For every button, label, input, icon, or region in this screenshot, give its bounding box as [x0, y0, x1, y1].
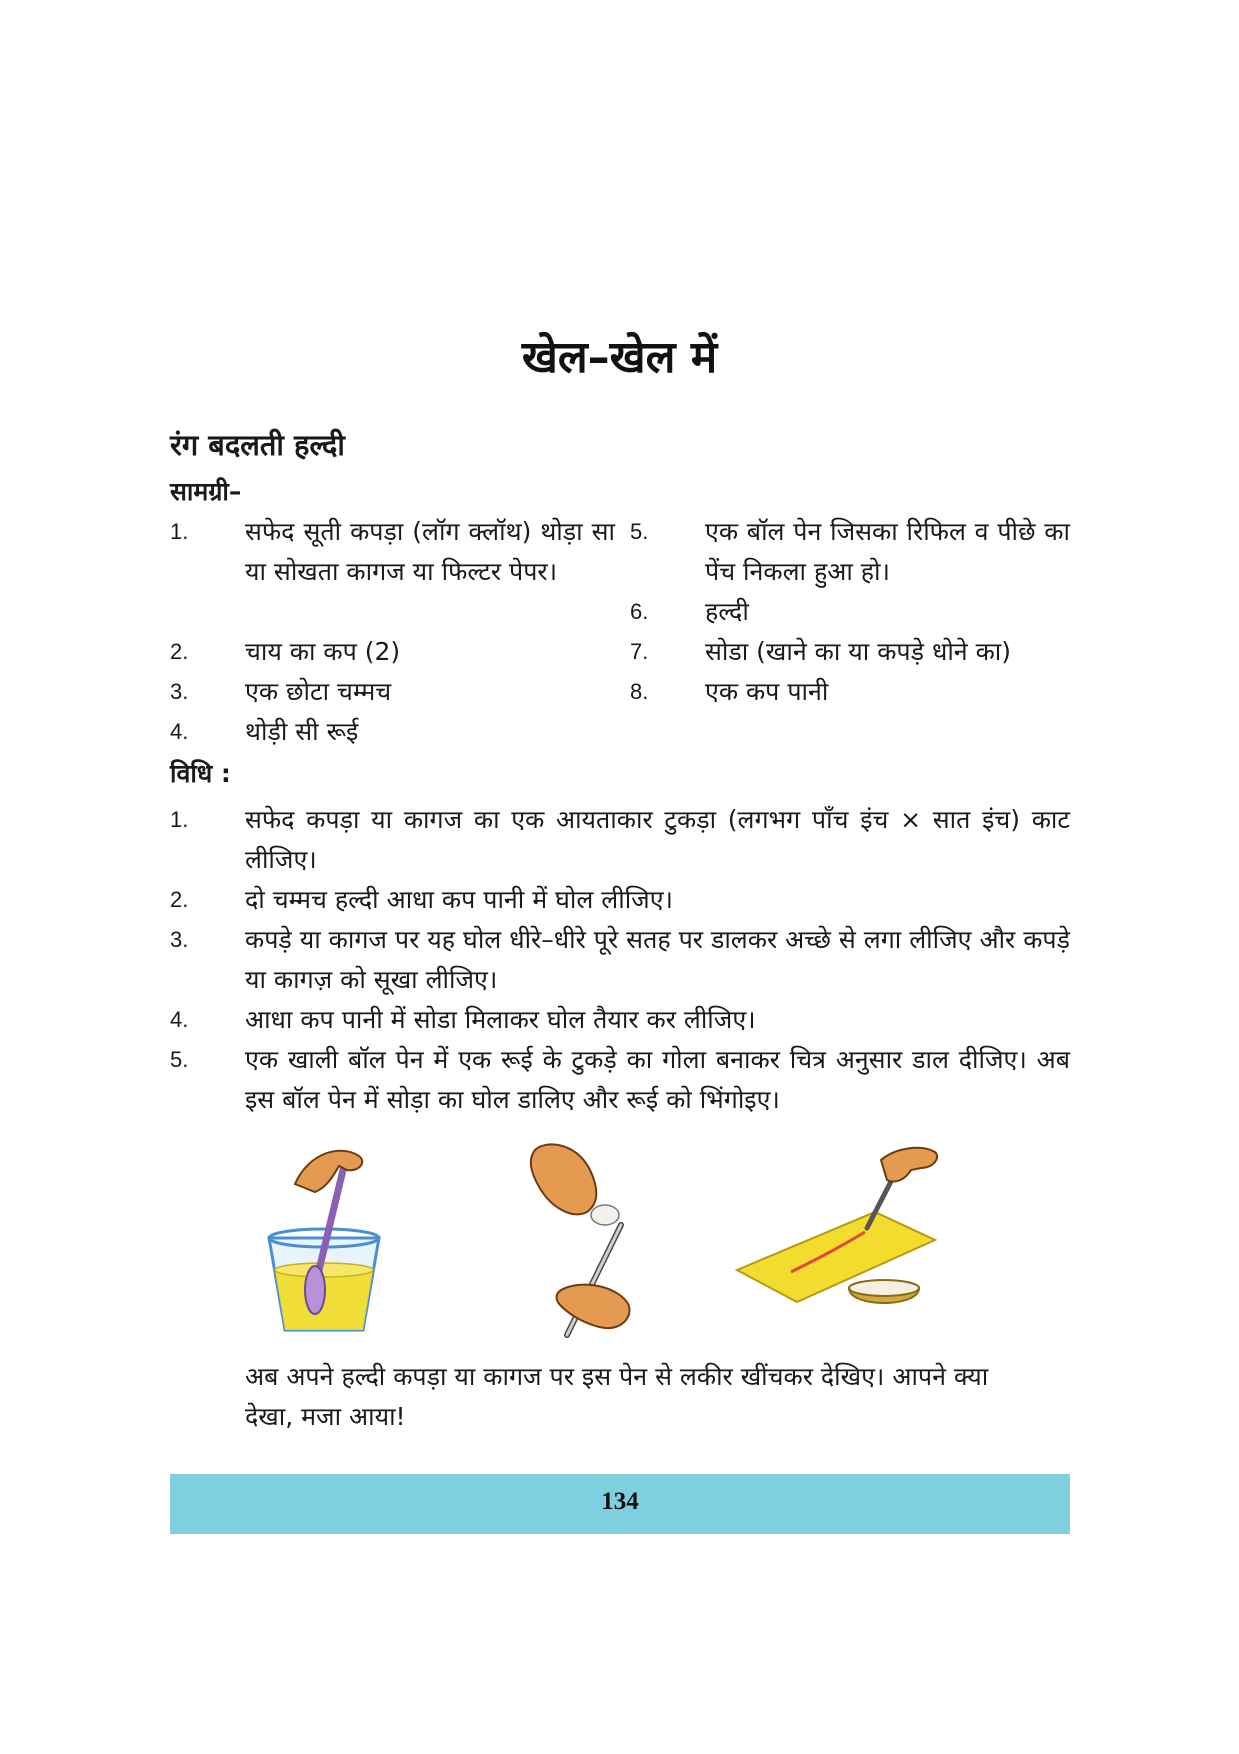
item-number: 3.: [170, 679, 189, 704]
materials-label: सामग्री–: [170, 477, 242, 506]
step-text: दो चम्मच हल्दी आधा कप पानी में घोल लीजिए।: [245, 885, 674, 914]
page-title: खेल–खेल में: [521, 332, 718, 383]
step-number: 2.: [170, 887, 189, 912]
section-title: रंग बदलती हल्दी: [170, 428, 345, 462]
list-item: [630, 672, 1070, 712]
item-number: 6.: [630, 599, 649, 624]
step-text: सफेद कपड़ा या कागज का एक आयताकार टुकड़ा (लगभग पाँच इंच × सात इंच) काट लीजिए।: [245, 805, 1070, 874]
step-number: 5.: [170, 1047, 189, 1072]
item-number: 7.: [630, 639, 649, 664]
list-item: [630, 512, 1070, 592]
list-item: [170, 1040, 1070, 1120]
step-text: कपड़े या कागज पर यह घोल धीरे–धीरे पूरे सतह पर डालकर अच्छे से लगा लीजिए और कपड़े या कागज़ को सूखा लीजिए।: [245, 925, 1070, 994]
step-text: एक खाली बॉल पेन में एक रूई के टुकड़े का गोला बनाकर चित्र अनुसार डाल दीजिए। अब इस बॉल पेन में सोड़ा का घोल डालिए और रूई को भिंगोइए।: [245, 1045, 1070, 1114]
list-item: [170, 672, 615, 712]
item-number: 5.: [630, 519, 649, 544]
list-item: [630, 632, 1070, 672]
method-label: विधि :: [170, 759, 231, 788]
item-number: 2.: [170, 639, 189, 664]
list-item: [170, 1000, 1070, 1040]
item-text: एक छोटा चम्मच: [245, 677, 392, 706]
cotton-pen-illustration: [505, 1140, 665, 1340]
item-number: 1.: [170, 519, 189, 544]
cloth-drawing-illustration: [735, 1140, 950, 1340]
page-number: 134: [601, 1488, 639, 1515]
step-number: 4.: [170, 1007, 189, 1032]
item-text: हल्दी: [705, 597, 749, 626]
item-text: सोडा (खाने का या कपड़े धोने का): [705, 637, 1012, 666]
item-text: एक कप पानी: [705, 677, 829, 706]
glass-spoon-illustration: [255, 1140, 405, 1340]
list-item: [170, 880, 1070, 920]
list-item: [170, 512, 615, 632]
list-item: [170, 920, 1070, 1000]
step-number: 1.: [170, 807, 189, 832]
list-item: [170, 632, 615, 672]
item-text: चाय का कप (2): [245, 637, 401, 666]
item-text: एक बॉल पेन जिसका रिफिल व पीछे का पेंच निकला हुआ हो।: [705, 517, 1070, 586]
step-number: 3.: [170, 927, 189, 952]
list-item: [170, 712, 615, 752]
list-item: [170, 800, 1070, 880]
item-text: सफेद सूती कपड़ा (लॉग क्लॉथ) थोड़ा सा या सोखता कागज या फिल्टर पेपर।: [245, 517, 615, 586]
closing-note: अब अपने हल्दी कपड़ा या कागज पर इस पेन से लकीर खींचकर देखिए। आपने क्या देखा, मजा आया!: [245, 1362, 989, 1431]
item-number: 8.: [630, 679, 649, 704]
list-item: [630, 592, 1070, 632]
step-text: आधा कप पानी में सोडा मिलाकर घोल तैयार कर लीजिए।: [245, 1005, 756, 1034]
item-number: 4.: [170, 719, 189, 744]
footer-bar: [170, 1474, 1070, 1534]
item-text: थोड़ी सी रूई: [245, 717, 359, 746]
